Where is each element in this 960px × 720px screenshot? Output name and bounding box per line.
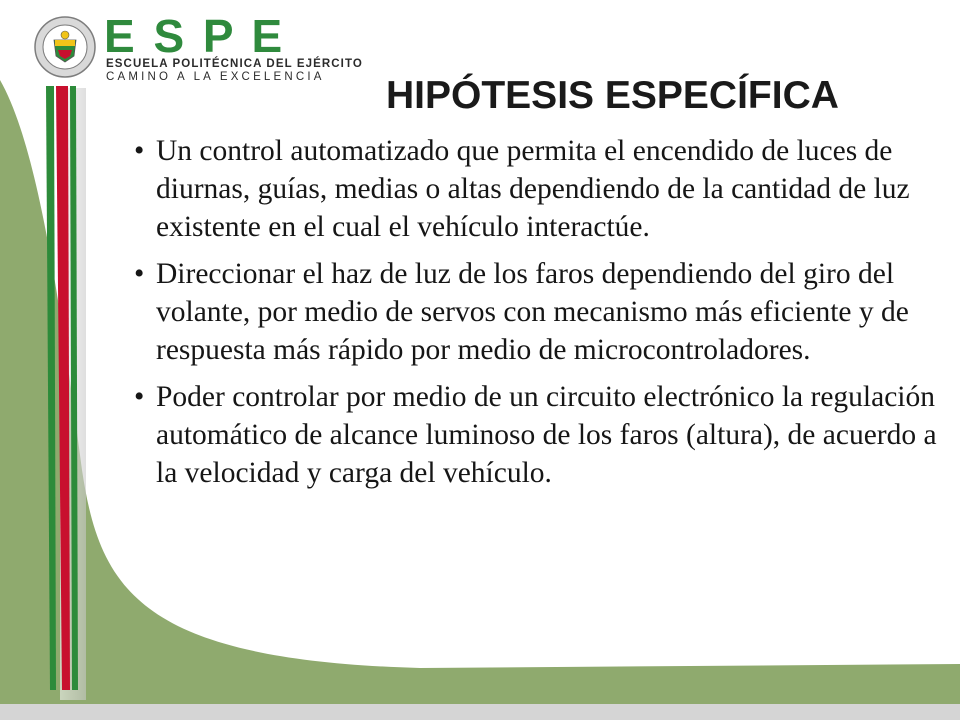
slide-title: HIPÓTESIS ESPECÍFICA bbox=[386, 74, 839, 117]
bullet-text: Un control automatizado que permita el encendido de luces de diurnas, guías, medias o altas dependiendo de la cantidad de luz existente en el cual el vehículo interactúe. bbox=[156, 135, 910, 243]
bottom-band bbox=[0, 704, 960, 720]
espe-wordmark: E S P E bbox=[104, 10, 283, 62]
bullet-marker: • bbox=[134, 381, 145, 413]
bullet-item bbox=[134, 378, 949, 492]
bullet-marker: • bbox=[134, 258, 145, 290]
institution-name: ESCUELA POLITÉCNICA DEL EJÉRCITO bbox=[106, 58, 363, 70]
bullet-item bbox=[134, 132, 949, 246]
bullet-text: Poder controlar por medio de un circuito electrónico la regulación automático de alcance luminoso de los faros (altura), de acuerdo a la velocidad y carga del vehículo. bbox=[156, 381, 937, 489]
bullet-item bbox=[134, 255, 949, 369]
bullet-list bbox=[134, 132, 949, 501]
bullet-text: Direccionar el haz de luz de los faros dependiendo del giro del volante, por medio de servos con mecanismo más eficiente y de respuesta más rápido por medio de microcontroladores. bbox=[156, 258, 909, 366]
bullet-marker: • bbox=[134, 135, 145, 167]
institution-motto: CAMINO A LA EXCELENCIA bbox=[106, 71, 325, 83]
espe-seal-icon bbox=[34, 16, 96, 78]
